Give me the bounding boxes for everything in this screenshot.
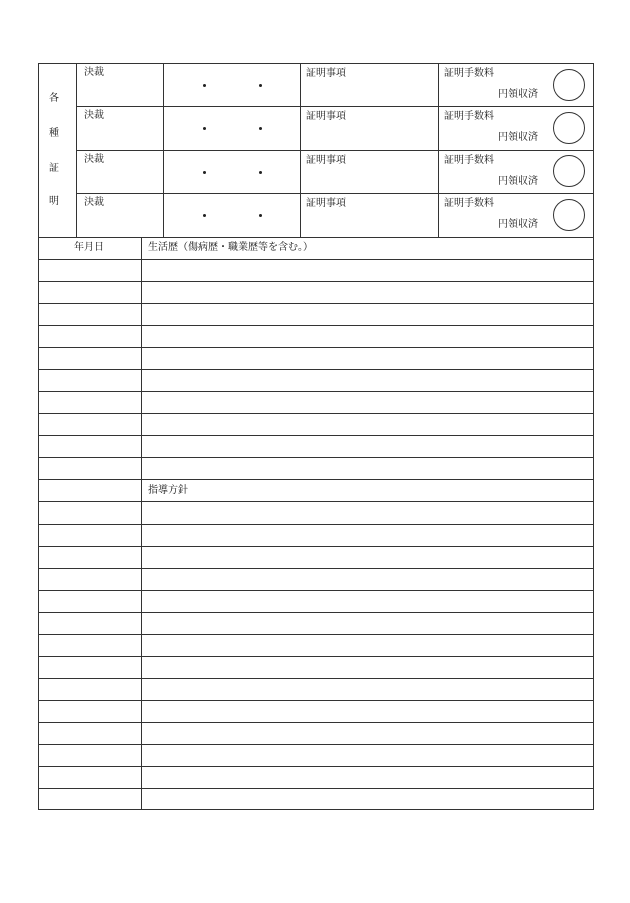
seal-circle	[553, 199, 585, 231]
date-column-header: 年月日	[74, 242, 104, 253]
seal-circle	[553, 155, 585, 187]
seal-circle	[553, 112, 585, 144]
date-separator-dot	[259, 214, 262, 217]
table-row-line	[38, 413, 594, 414]
decision-label: 決裁	[84, 197, 104, 208]
table-row-line	[38, 303, 594, 304]
side-label-char: 各	[49, 93, 59, 104]
table-row-line	[38, 479, 594, 480]
table-row-line	[38, 501, 594, 502]
table-row-line	[38, 546, 594, 547]
certificate-item-label: 証明事項	[306, 68, 346, 79]
decision-label: 決裁	[84, 154, 104, 165]
table-row-line	[38, 369, 594, 370]
table-row-line	[38, 347, 594, 348]
seal-circle	[553, 69, 585, 101]
date-separator-dot	[259, 171, 262, 174]
table-row-line	[38, 524, 594, 525]
fee-label: 証明手数料	[444, 68, 494, 79]
date-separator-dot	[259, 127, 262, 130]
table-row-line	[38, 457, 594, 458]
certificate-item-label: 証明事項	[306, 111, 346, 122]
side-label-char: 明	[49, 196, 59, 207]
table-row-line	[38, 744, 594, 745]
table-row-line	[38, 700, 594, 701]
date-separator-dot	[203, 84, 206, 87]
table-row-line	[38, 259, 594, 260]
side-label-char: 種	[49, 128, 59, 139]
fee-label: 証明手数料	[444, 198, 494, 209]
life-history-header: 生活歴（傷病歴・職業歴等を含む。）	[148, 242, 313, 253]
certificate-row	[76, 106, 594, 150]
receipt-label: 円領収済	[498, 176, 538, 187]
table-row-line	[38, 656, 594, 657]
certificate-row	[76, 150, 594, 193]
certificate-item-label: 証明事項	[306, 155, 346, 166]
table-row-line	[38, 722, 594, 723]
table-row-line	[38, 788, 594, 789]
table-row-line	[38, 391, 594, 392]
fee-label: 証明手数料	[444, 155, 494, 166]
table-row-line	[38, 590, 594, 591]
table-row-line	[38, 612, 594, 613]
table-row-line	[38, 766, 594, 767]
decision-label: 決裁	[84, 110, 104, 121]
date-separator-dot	[203, 171, 206, 174]
table-row-line	[38, 634, 594, 635]
table-row-line	[38, 568, 594, 569]
decision-label: 決裁	[84, 67, 104, 78]
receipt-label: 円領収済	[498, 219, 538, 230]
receipt-label: 円領収済	[498, 132, 538, 143]
date-separator-dot	[203, 127, 206, 130]
side-label-char: 証	[49, 163, 59, 174]
date-separator-dot	[203, 214, 206, 217]
certificate-row	[76, 63, 594, 106]
table-row-line	[38, 325, 594, 326]
fee-label: 証明手数料	[444, 111, 494, 122]
table-row-line	[38, 435, 594, 436]
certificate-item-label: 証明事項	[306, 198, 346, 209]
table-row-line	[38, 678, 594, 679]
certificate-row	[76, 193, 594, 237]
guidance-header: 指導方針	[148, 485, 188, 496]
date-separator-dot	[259, 84, 262, 87]
table-row-line	[38, 281, 594, 282]
receipt-label: 円領収済	[498, 89, 538, 100]
